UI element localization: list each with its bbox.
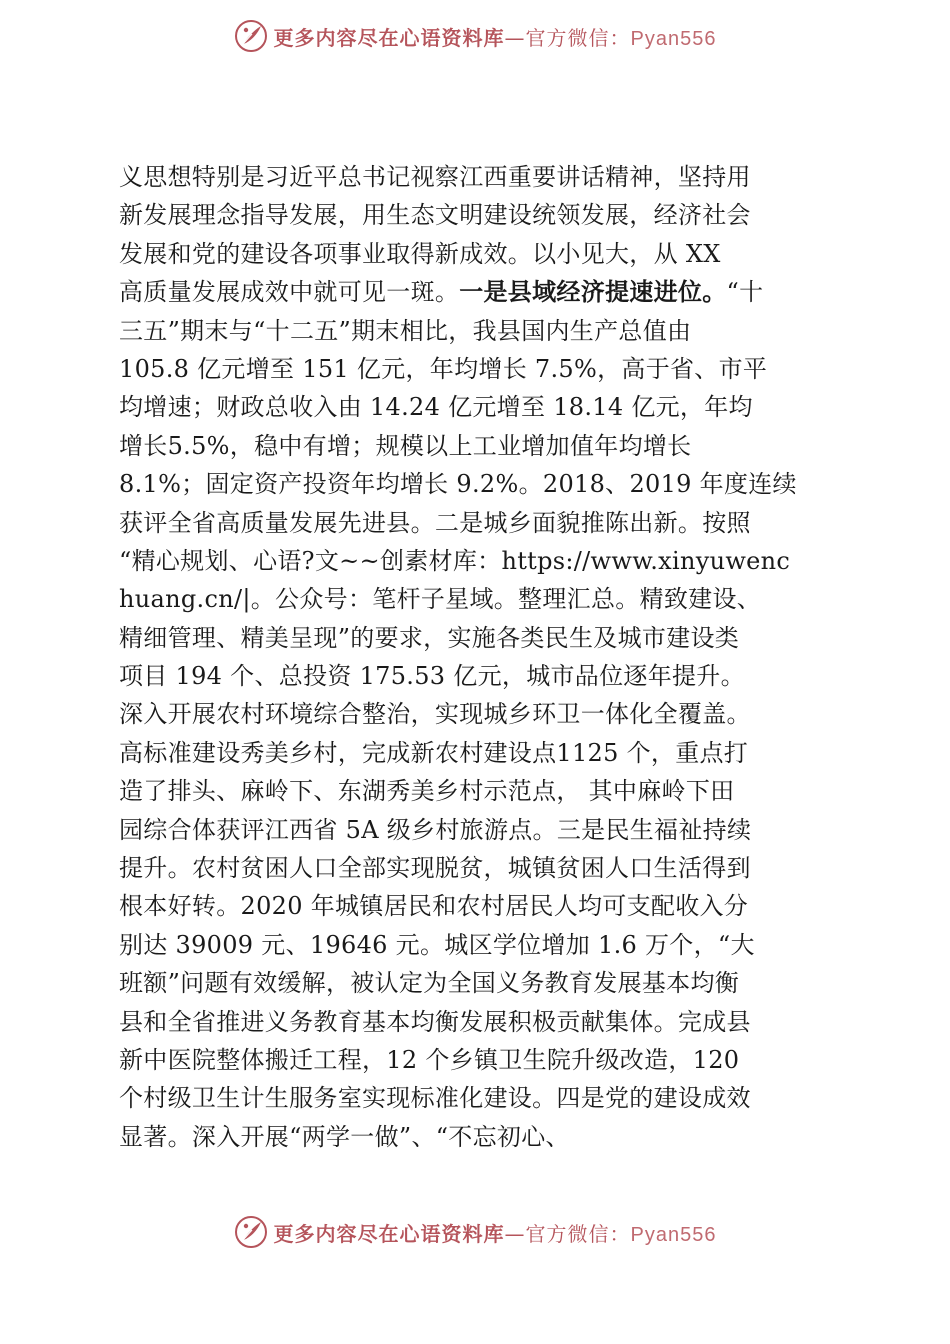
body-line-segment: “十 bbox=[726, 278, 764, 307]
body-line: 班额”问题有效缓解，被认定为全国义务教育发展基本均衡 bbox=[119, 969, 740, 998]
footer-contact-label: 官方微信： bbox=[525, 1221, 631, 1246]
body-line: 提升。农村贫困人口全部实现脱贫，城镇贫困人口生活得到 bbox=[119, 854, 751, 883]
body-line-segment: 高质量发展成效中就可见一斑。 bbox=[119, 278, 460, 307]
body-line: 个村级卫生计生服务室实现标准化建设。四是党的建设成效 bbox=[119, 1084, 751, 1113]
body-line: 新中医院整体搬迁工程，12 个乡镇卫生院升级改造，120 bbox=[119, 1045, 740, 1074]
header-contact-label: 官方微信： bbox=[525, 25, 631, 50]
body-line: 均增速；财政总收入由 14.24 亿元增至 18.14 亿元，年均 bbox=[119, 393, 753, 422]
body-line: 县和全省推进义务教育基本均衡发展积极贡献集体。完成县 bbox=[119, 1007, 751, 1036]
feather-pen-logo-icon bbox=[234, 19, 268, 53]
footer-brand: 更多内容尽在心语资料库 bbox=[273, 1221, 505, 1246]
body-line: 三五”期末与“十二五”期末相比，我县国内生产总值由 bbox=[119, 316, 692, 345]
header-banner-text bbox=[274, 22, 717, 51]
body-line: 发展和党的建设各项事业取得新成效。以小见大，从 XX bbox=[119, 239, 721, 268]
header-banner bbox=[0, 16, 950, 56]
body-line: 造了排头、麻岭下、东湖秀美乡村示范点， 其中麻岭下田 bbox=[119, 777, 735, 806]
header-separator: — bbox=[504, 25, 526, 50]
body-line: “精心规划、心语?文~~创素材库：https://www.xinyuwenc bbox=[119, 546, 791, 575]
body-line: 8.1%；固定资产投资年均增长 9.2%。2018、2019 年度连续 bbox=[119, 470, 797, 499]
body-line: 105.8 亿元增至 151 亿元，年均增长 7.5%，高于省、市平 bbox=[119, 354, 768, 383]
feather-pen-logo-icon bbox=[234, 1215, 268, 1249]
body-line: 高标准建设秀美乡村，完成新农村建设点1125 个，重点打 bbox=[119, 738, 749, 767]
footer-banner-text bbox=[274, 1218, 717, 1247]
body-line: huang.cn/|。公众号：笔杆子星域。整理汇总。精致建设、 bbox=[119, 585, 762, 614]
body-line: 园综合体获评江西省 5A 级乡村旅游点。三是民生福祉持续 bbox=[119, 815, 752, 844]
header-brand: 更多内容尽在心语资料库 bbox=[273, 25, 505, 50]
body-line: 增长5.5%，稳中有增；规模以上工业增加值年均增长 bbox=[119, 431, 692, 460]
body-line: 精细管理、精美呈现”的要求，实施各类民生及城市建设类 bbox=[119, 623, 740, 652]
body-line: 显著。深入开展“两学一做”、“不忘初心、 bbox=[119, 1122, 570, 1151]
footer-separator: — bbox=[504, 1221, 526, 1246]
body-line: 深入开展农村环境综合整治，实现城乡环卫一体化全覆盖。 bbox=[119, 700, 751, 729]
body-line bbox=[119, 273, 799, 311]
body-line: 义思想特别是习近平总书记视察江西重要讲话精神，坚持用 bbox=[119, 163, 751, 191]
body-line: 项目 194 个、总投资 175.53 亿元，城市品位逐年提升。 bbox=[119, 662, 745, 691]
body-line: 新发展理念指导发展，用生态文明建设统领发展，经济社会 bbox=[119, 201, 751, 230]
footer-banner bbox=[0, 1212, 950, 1252]
body-line: 根本好转。2020 年城镇居民和农村居民人均可支配收入分 bbox=[119, 892, 749, 921]
footer-contact-handle: Pyan556 bbox=[630, 1223, 717, 1246]
body-line: 别达 39009 元、19646 元。城区学位增加 1.6 万个，“大 bbox=[119, 930, 755, 959]
header-contact-handle: Pyan556 bbox=[630, 27, 717, 50]
body-line: 获评全省高质量发展先进县。二是城乡面貌推陈出新。按照 bbox=[119, 508, 751, 537]
bold-heading-county-economy: 一是县域经济提速进位。 bbox=[459, 277, 727, 307]
document-body bbox=[119, 158, 799, 1156]
